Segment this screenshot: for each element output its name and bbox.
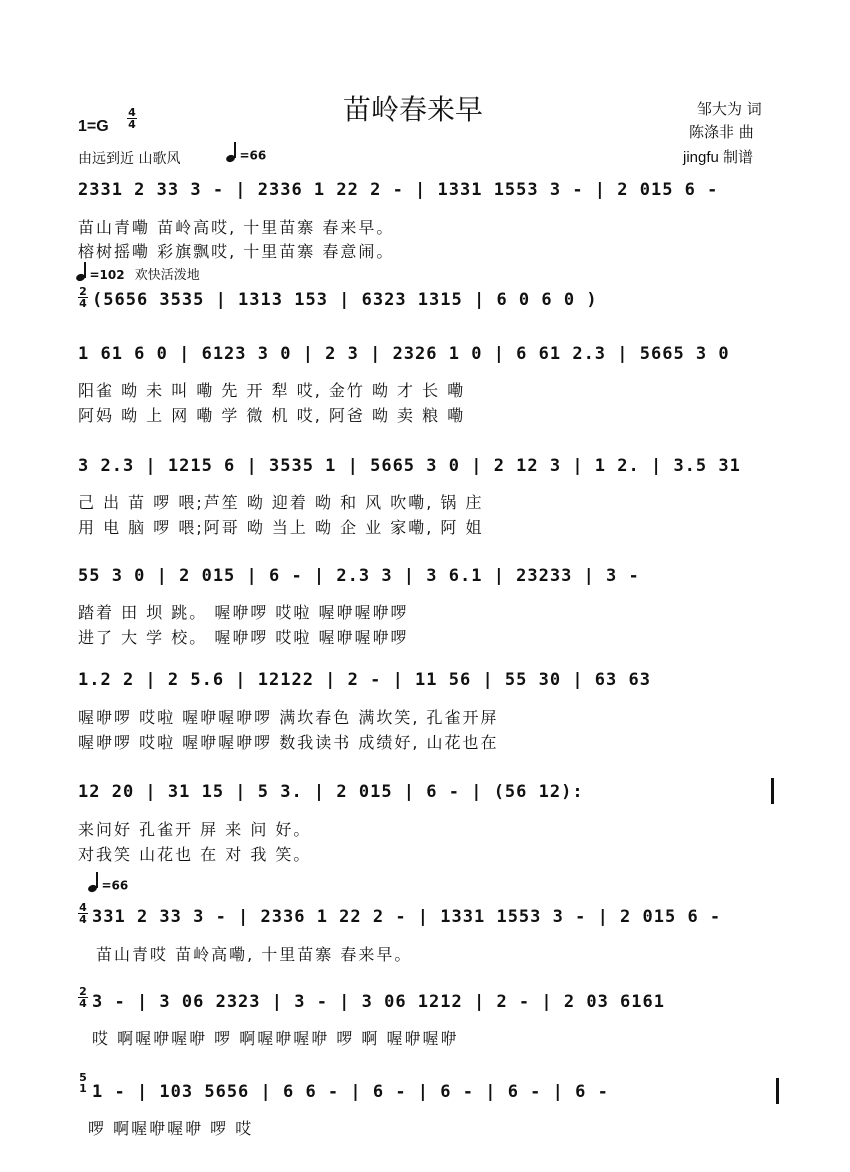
lyric-row-5b: 进了 大 学 校。 喔咿啰 哎啦 喔咿喔咿啰 [78,628,409,647]
lyric-row-1a: 苗山青嘞 苗岭高哎, 十里苗寨 春来早。 [78,218,395,237]
lyric-row-4a: 己 出 苗 啰 喂;芦笙 呦 迎着 呦 和 风 吹嘞, 锅 庄 [78,493,484,512]
lyric-row-10: 啰 啊喔咿喔咿 啰 哎 [88,1119,254,1138]
transcriber-credit: jingfu 制谱 [683,149,754,166]
time-signature-4-4: 4 4 [79,901,87,926]
song-title: 苗岭春来早 [343,93,484,126]
lyric-row-8: 苗山青哎 苗岭高嘞, 十里苗寨 春来早。 [96,945,413,964]
tempo-style-2: 欢快活泼地 [134,268,200,283]
notation-row-10: 1 - | 103 5656 | 6 6 - | 6 - | 6 - | 6 - | 6 - [92,1082,609,1102]
lyric-row-7a: 来问好 孔雀开 屏 来 问 好。 [78,820,312,839]
notation-row-3: 1 61 6 0 | 6123 3 0 | 2 3 | 2326 1 0 | 6 61 2.3 | 5665 3 0 [78,344,730,364]
key-signature: 1=G [78,118,109,135]
notation-row-4: 3 2.3 | 1215 6 | 3535 1 | 5665 3 0 | 2 12 3 | 1 2. | 3.5 31 [78,456,741,476]
lyric-row-9: 哎 啊喔咿喔咿 啰 啊喔咿喔咿 啰 啊 喔咿喔咿 [92,1029,459,1048]
notation-row-6: 1.2 2 | 2 5.6 | 12122 | 2 - | 11 56 | 55 30 | 63 63 [78,670,651,690]
notation-row-7: 12 20 | 31 15 | 5 3. | 2 015 | 6 - | (56 12): [78,782,584,802]
time-signature-5: 5 1 [79,1071,87,1095]
lyric-row-6b: 喔咿啰 哎啦 喔咿喔咿啰 数我读书 成绩好, 山花也在 [78,733,499,752]
repeat-end-bar [771,778,774,804]
notation-row-9: 3 - | 3 06 2323 | 3 - | 3 06 1212 | 2 - | 2 03 6161 [92,992,665,1012]
final-bar [776,1078,779,1104]
lyric-row-7b: 对我笑 山花也 在 对 我 笑。 [78,845,312,864]
time-signature-top [127,107,137,130]
time-signature-2-4-b: 2 4 [79,985,87,1010]
time-num: 4 [128,106,136,119]
lyric-row-4b: 用 电 脑 啰 喂;阿哥 呦 当上 呦 企 业 家嘞, 阿 姐 [78,518,484,537]
tempo-value-1: =66 [239,148,267,163]
note-stem [84,262,86,278]
tempo-value-3: =66 [101,878,129,893]
lyric-row-3b: 阿妈 呦 上 网 嘞 学 微 机 哎, 阿爸 呦 卖 粮 嘞 [78,406,466,425]
lyric-row-6a: 喔咿啰 哎啦 喔咿喔咿啰 满坎春色 满坎笑, 孔雀开屏 [78,708,499,727]
note-stem [96,872,98,888]
lyric-row-1b: 榕树摇嘞 彩旗飘哎, 十里苗寨 春意闹。 [78,242,395,261]
time-signature-2-4: 2 4 [79,285,87,310]
tempo-marking-3 [88,878,128,894]
notation-row-8: 331 2 33 3 - | 2336 1 22 2 - | 1331 1553 3 - | 2 015 6 - [92,907,722,927]
lyric-row-3a: 阳雀 呦 未 叫 嘞 先 开 犁 哎, 金竹 呦 才 长 嘞 [78,381,466,400]
note-stem [234,142,236,158]
notation-row-5: 55 3 0 | 2 015 | 6 - | 2.3 3 | 3 6.1 | 23233 | 3 - [78,566,640,586]
time-den: 4 [128,118,136,131]
tempo-marking-1 [226,148,266,164]
lyricist-credit: 邹大为 词 [697,100,762,118]
composer-credit: 陈涤非 曲 [689,123,754,141]
style-marking: 由远到近 山歌风 [78,151,181,167]
tempo-value-2: =102 [89,268,125,282]
lyric-row-5a: 踏着 田 坝 跳。 喔咿啰 哎啦 喔咿喔咿啰 [78,603,409,622]
tempo-marking-2 [76,264,200,284]
notation-row-2: (5656 3535 | 1313 153 | 6323 1315 | 6 0 6 0 ) [92,290,598,310]
notation-row-1: 2331 2 33 3 - | 2336 1 22 2 - | 1331 1553 3 - | 2 015 6 - [78,180,719,200]
